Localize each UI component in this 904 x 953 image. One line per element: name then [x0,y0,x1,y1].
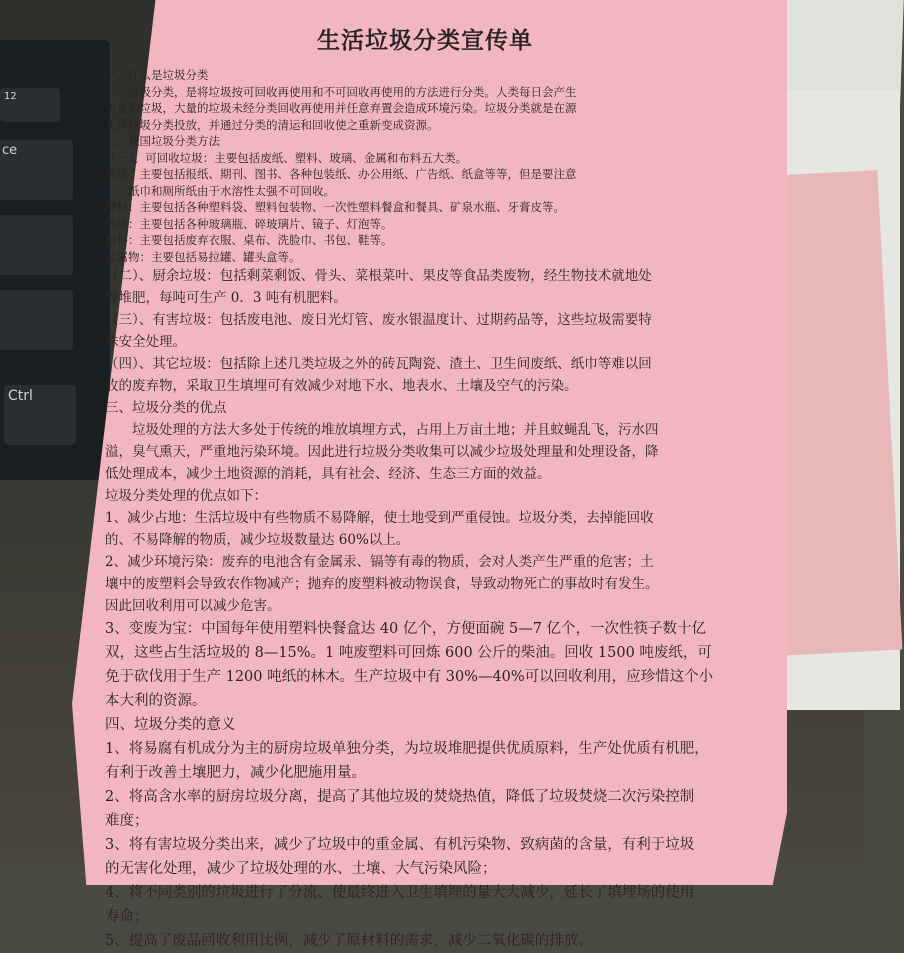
flyer-line: 难度； [105,813,149,829]
flyer-line: 四、垃圾分类的意义 [105,717,236,733]
flyer-title: 生活垃圾分类宣传单 [317,28,533,54]
flyer-line: 3、将有害垃圾分类出来，减少了垃圾中的重金属、有机污染物、致病菌的含量，有利于垃圾 [105,837,695,853]
flyer-line: （三）、有害垃圾：包括废电池、废日光灯管、废水银温度计、过期药品等，这些垃圾需要特 [105,312,652,328]
flyer-line: 二、我国垃圾分类方法 [105,134,220,148]
flyer-line: 的、不易降解的物质，减少垃圾数量达 60%以上。 [105,532,410,548]
key-backspace: ce [0,140,73,200]
flyer-line: 低处理成本，减少土地资源的消耗，具有社会、经济、生态三方面的效益。 [105,466,551,482]
flyer-line: 免于砍伐用于生产 1200 吨纸的林木。生产垃圾中有 30%—40%可以回收利用，应珍惜这个小 [105,669,714,685]
flyer-line: （四）、其它垃圾：包括除上述几类垃圾之外的砖瓦陶瓷、渣土、卫生间废纸、纸巾等难以回 [105,356,652,372]
flyer-line: 本大利的资源。 [105,693,207,709]
key-blank [0,215,73,275]
flyer-line: 4、将不同类别的垃圾进行了分流、使最终进入卫生填埋的量大大减少，延长了填埋场的使用 [105,885,695,901]
flyer-line: （二）、厨余垃圾：包括剩菜剩饭、骨头、菜根菜叶、果皮等食品类废物，经生物技术就地处 [105,268,652,284]
flyer-line: 金属物：主要包括易拉罐、罐头盒等。 [105,249,301,264]
flyer-line: 塑料：主要包括各种塑料袋、塑料包装物、一次性塑料餐盒和餐具、矿泉水瓶、牙膏皮等。 [105,200,565,214]
flyer-line: 垃圾处理的方法大多处于传统的堆放填埋方式，占用上万亩土地；并且蚊蝇乱飞，污水四 [105,422,659,438]
flyer-line: 有利于改善土壤肥力，减少化肥施用量。 [105,765,366,781]
flyer-line: 1、减少占地：生活垃圾中有些物质不易降解，使土地受到严重侵蚀。垃圾分类，去掉能回收 [105,510,654,526]
flyer-line: 殊安全处理。 [105,334,186,350]
keyboard [0,40,110,480]
flyer-line: 2、将高含水率的厨房垃圾分离，提高了其他垃圾的焚烧热值，降低了垃圾焚烧二次污染控制 [105,789,695,805]
flyer-line: 双，这些占生活垃圾的 8—15%。1 吨废塑料可回炼 600 公斤的柴油。回收 1500 吨废纸，可 [105,645,712,661]
flyer-line: 理堆肥，每吨可生产 0．3 吨有机肥料。 [105,290,347,306]
flyer-line: 布料：主要包括废弃衣服、桌布、洗脸巾、书包、鞋等。 [105,233,393,247]
flyer-line: 因此回收利用可以减少危害。 [105,598,281,614]
key-ctrl: Ctrl [4,385,76,445]
flyer-line: （一）、可回收垃圾：主要包括废纸、塑料、玻璃、金属和布料五大类。 [105,150,468,165]
flyer-line: 5、提高了废品回收利用比例，减少了原材料的需求，减少二氧化碳的排放。 [105,933,593,949]
flyer-line: 头将垃圾分类投放，并通过分类的清运和回收使之重新变成资源。 [105,117,439,132]
flyer-line: 玻璃：主要包括各种玻璃瓶、碎玻璃片、镜子、灯泡等。 [105,216,393,231]
flyer-line: 垃圾分类，是将垃圾按可回收再使用和不可回收再使用的方法进行分类。人类每日会产生 [105,84,577,99]
flyer-line: 溢，臭气熏天，严重地污染环境。因此进行垃圾分类收集可以减少垃圾处理量和处理设备，降 [105,444,659,460]
flyer-line: 3、变废为宝：中国每年使用塑料快餐盒达 40 亿个，方便面碗 5—7 亿个，一次性筷子数十亿 [105,621,707,637]
flyer-line: 壤中的废塑料会导致农作物减产；抛弃的废塑料被动物误食，导致动物死亡的事故时有发生。 [105,576,659,592]
flyer-line: 2、减少环境污染：废弃的电池含有金属汞、镉等有毒的物质，会对人类产生严重的危害；土 [105,554,654,570]
key-f12: 12 [0,88,60,122]
flyer-content [105,22,745,953]
flyer-line: 收的废弃物，采取卫生填埋可有效减少对地下水、地表水、土壤及空气的污染。 [105,378,578,394]
flyer-line: 纸巾和厕所纸由于水溶性太强不可回收。 [105,183,335,198]
flyer-line: 的无害化处理，减少了垃圾处理的水、土壤、大气污染风险； [105,861,497,877]
flyer-line: 大量的垃圾，大量的垃圾未经分类回收再使用并任意弃置会造成环境污染。垃圾分类就是在源 [105,101,577,115]
flyer-line: 1、将易腐有机成分为主的厨房垃圾单独分类，为垃圾堆肥提供优质原料，生产处优质有机肥， [105,741,709,757]
flyer-line: 寿命； [105,909,149,925]
flyer-line: 一、什么是垃圾分类 [105,68,209,82]
key-blank-2 [0,290,73,350]
flyer-line: 三、垃圾分类的优点 [105,400,227,416]
flyer-line: 废纸：主要包括报纸、期刊、图书、各种包装纸、办公用纸、广告纸、纸盒等等，但是要注意 [105,167,577,181]
flyer-line: 垃圾分类处理的优点如下： [105,488,267,504]
